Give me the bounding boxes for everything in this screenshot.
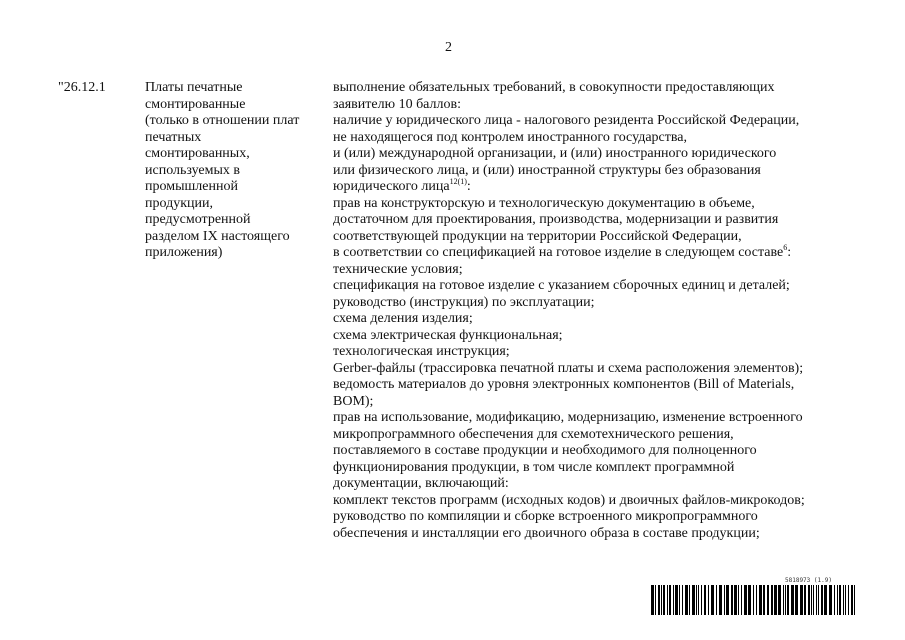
product-name-line: используемых в <box>145 162 241 178</box>
requirement-line <box>333 245 863 262</box>
product-name-line: приложения) <box>145 245 223 260</box>
requirement-line <box>333 262 863 279</box>
document-stamp: 5818973 (1.9) <box>785 577 832 584</box>
requirement-line <box>333 427 863 444</box>
footnote-ref: 6 <box>783 243 788 252</box>
requirement-line <box>333 80 863 97</box>
product-name-line: смонтированных, <box>145 146 250 161</box>
requirement-line <box>333 163 863 180</box>
requirement-text: прав на использование, модификацию, модернизацию, изменение встроенного <box>333 410 803 425</box>
requirement-line <box>333 130 863 147</box>
requirement-text: не находящегося под контролем иностранного государства, <box>333 129 688 145</box>
requirement-text: заявителю 10 баллов: <box>333 96 461 112</box>
requirement-text: или физического лица, и (или) иностранной структуры без образования <box>333 162 761 178</box>
requirement-line <box>333 97 863 114</box>
product-name-line: Платы печатные <box>145 80 243 95</box>
requirement-line <box>333 212 863 229</box>
page-number: 2 <box>445 40 452 55</box>
requirement-text: обеспечения и инсталляции его двоичного образа в составе продукции; <box>333 525 760 541</box>
requirement-line <box>333 278 863 295</box>
product-name-line: продукции, <box>145 195 213 211</box>
requirement-punctuation: : <box>787 245 792 260</box>
requirement-line <box>333 146 863 163</box>
requirement-line <box>333 443 863 460</box>
requirement-text: технические условия; <box>333 261 463 277</box>
requirement-text: технологическая инструкция; <box>333 344 510 359</box>
requirement-text: и (или) международной организации, и (или) иностранного юридического <box>333 146 777 161</box>
requirement-text: функционирования продукции, в том числе комплект программной <box>333 459 735 475</box>
requirement-line <box>333 460 863 477</box>
requirement-text: прав на конструкторскую и технологическую документацию в объеме, <box>333 195 755 211</box>
product-name-line: разделом IX настоящего <box>145 228 290 244</box>
requirement-line <box>333 113 863 130</box>
product-name-column <box>145 80 320 262</box>
barcode <box>651 585 861 615</box>
requirement-line <box>333 295 863 312</box>
product-name-line: (только в отношении плат <box>145 113 300 128</box>
requirement-text: документации, включающий: <box>333 476 509 491</box>
requirement-line <box>333 328 863 345</box>
product-name-line: промышленной <box>145 179 238 194</box>
requirement-line <box>333 344 863 361</box>
requirement-text: достаточном для проектирования, производства, модернизации и развития <box>333 212 779 227</box>
requirement-line <box>333 377 863 394</box>
requirement-text: наличие у юридического лица - налогового резидента Российской Федерации, <box>333 113 800 128</box>
requirement-line <box>333 476 863 493</box>
requirement-text: спецификация на готовое изделие с указанием сборочных единиц и деталей; <box>333 278 790 293</box>
okpd-code: "26.12.1 <box>58 80 106 95</box>
requirement-line <box>333 394 863 411</box>
requirement-line <box>333 509 863 526</box>
requirement-text: комплект текстов программ (исходных кодов) и двоичных файлов-микрокодов; <box>333 492 805 508</box>
requirement-text: поставляемого в составе продукции и необходимого для полноценного <box>333 443 757 458</box>
requirements-column <box>333 80 863 542</box>
requirement-line <box>333 361 863 378</box>
requirement-text: руководство (инструкция) по эксплуатации; <box>333 294 595 310</box>
requirement-line <box>333 179 863 196</box>
requirement-text: Gerber-файлы (трассировка печатной платы и схема расположения элементов); <box>333 360 804 376</box>
footnote-ref: 12(1) <box>449 177 467 186</box>
product-name-line: печатных <box>145 129 202 145</box>
requirement-line <box>333 493 863 510</box>
requirement-text: юридического лица <box>333 179 450 194</box>
requirement-text: выполнение обязательных требований, в совокупности предоставляющих <box>333 80 775 95</box>
requirement-text: BOM); <box>333 393 374 409</box>
product-name-line: смонтированные <box>145 96 246 112</box>
requirement-line <box>333 311 863 328</box>
product-name-line: предусмотренной <box>145 212 251 227</box>
requirement-text: ведомость материалов до уровня электронных компонентов (Bill of Materials, <box>333 377 795 392</box>
requirement-text: схема электрическая функциональная; <box>333 327 563 343</box>
requirement-line <box>333 526 863 543</box>
requirement-text: схема деления изделия; <box>333 311 473 326</box>
requirement-line <box>333 410 863 427</box>
requirement-punctuation: : <box>466 179 471 194</box>
requirement-line <box>333 196 863 213</box>
requirement-text: микропрограммного обеспечения для схемотехнического решения, <box>333 426 734 442</box>
requirement-text: соответствующей продукции на территории Российской Федерации, <box>333 228 742 244</box>
requirement-text: руководство по компиляции и сборке встроенного микропрограммного <box>333 509 758 524</box>
requirement-text: в соответствии со спецификацией на готовое изделие в следующем составе <box>333 245 784 260</box>
